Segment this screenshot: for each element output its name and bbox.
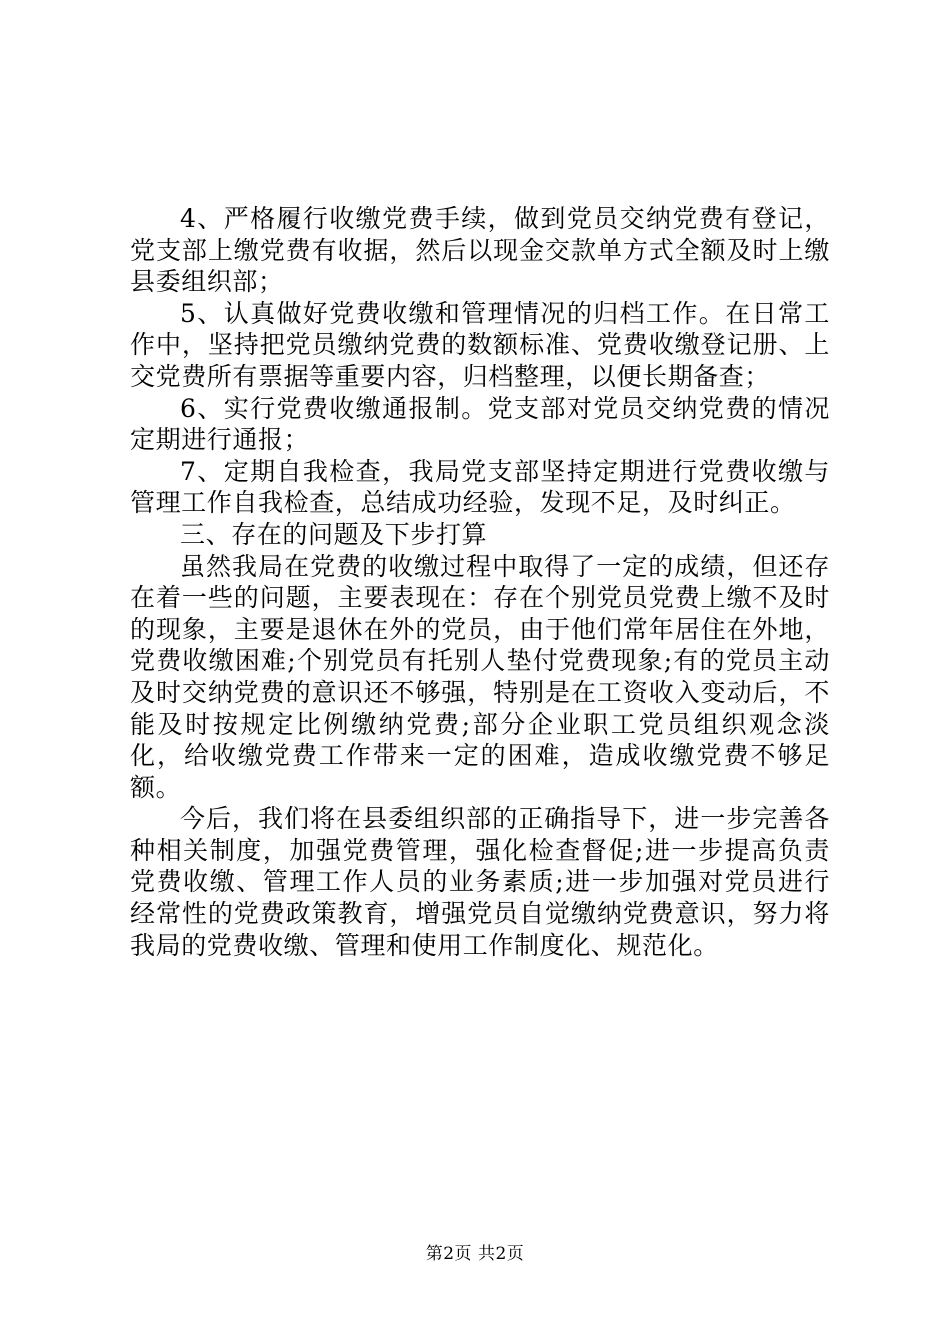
page-number-footer: 第2页 共2页 <box>425 1244 525 1264</box>
paragraph-item-6: 6、实行党费收缴通报制。党支部对党员交纳党费的情况定期进行通报； <box>130 393 830 455</box>
paragraph-problems: 虽然我局在党费的收缴过程中取得了一定的成绩，但还存在着一些的问题，主要表现在：存在个别党员党费上缴不及时的现象，主要是退休在外的党员，由于他们常年居住在外地，党费收缴困难;个别党员有托别人垫付党费现象;有的党员主动及时交纳党费的意识还不够强，特别是在工资收入变动后，不能及时按规定比例缴纳党费;部分企业职工党员组织观念淡化，给收缴党费工作带来一定的困难，造成收缴党费不够足额。 <box>130 551 830 802</box>
document-body <box>130 203 830 961</box>
paragraph-next-steps: 今后，我们将在县委组织部的正确指导下，进一步完善各种相关制度，加强党费管理，强化检查督促;进一步提高负责党费收缴、管理工作人员的业务素质;进一步加强对党员进行经常性的党费政策教育，增强党员自觉缴纳党费意识，努力将我局的党费收缴、管理和使用工作制度化、规范化。 <box>130 804 830 960</box>
paragraph-item-4: 4、严格履行收缴党费手续，做到党员交纳党费有登记，党支部上缴党费有收据，然后以现金交款单方式全额及时上缴县委组织部； <box>130 204 830 297</box>
paragraph-item-7: 7、定期自我检查，我局党支部坚持定期进行党费收缴与管理工作自我检查，总结成功经验，发现不足，及时纠正。 <box>130 456 830 518</box>
paragraph-item-5: 5、认真做好党费收缴和管理情况的归档工作。在日常工作中，坚持把党员缴纳党费的数额标准、党费收缴登记册、上交党费所有票据等重要内容，归档整理，以便长期备查； <box>130 298 830 391</box>
section-heading: 三、存在的问题及下步打算 <box>180 519 488 549</box>
